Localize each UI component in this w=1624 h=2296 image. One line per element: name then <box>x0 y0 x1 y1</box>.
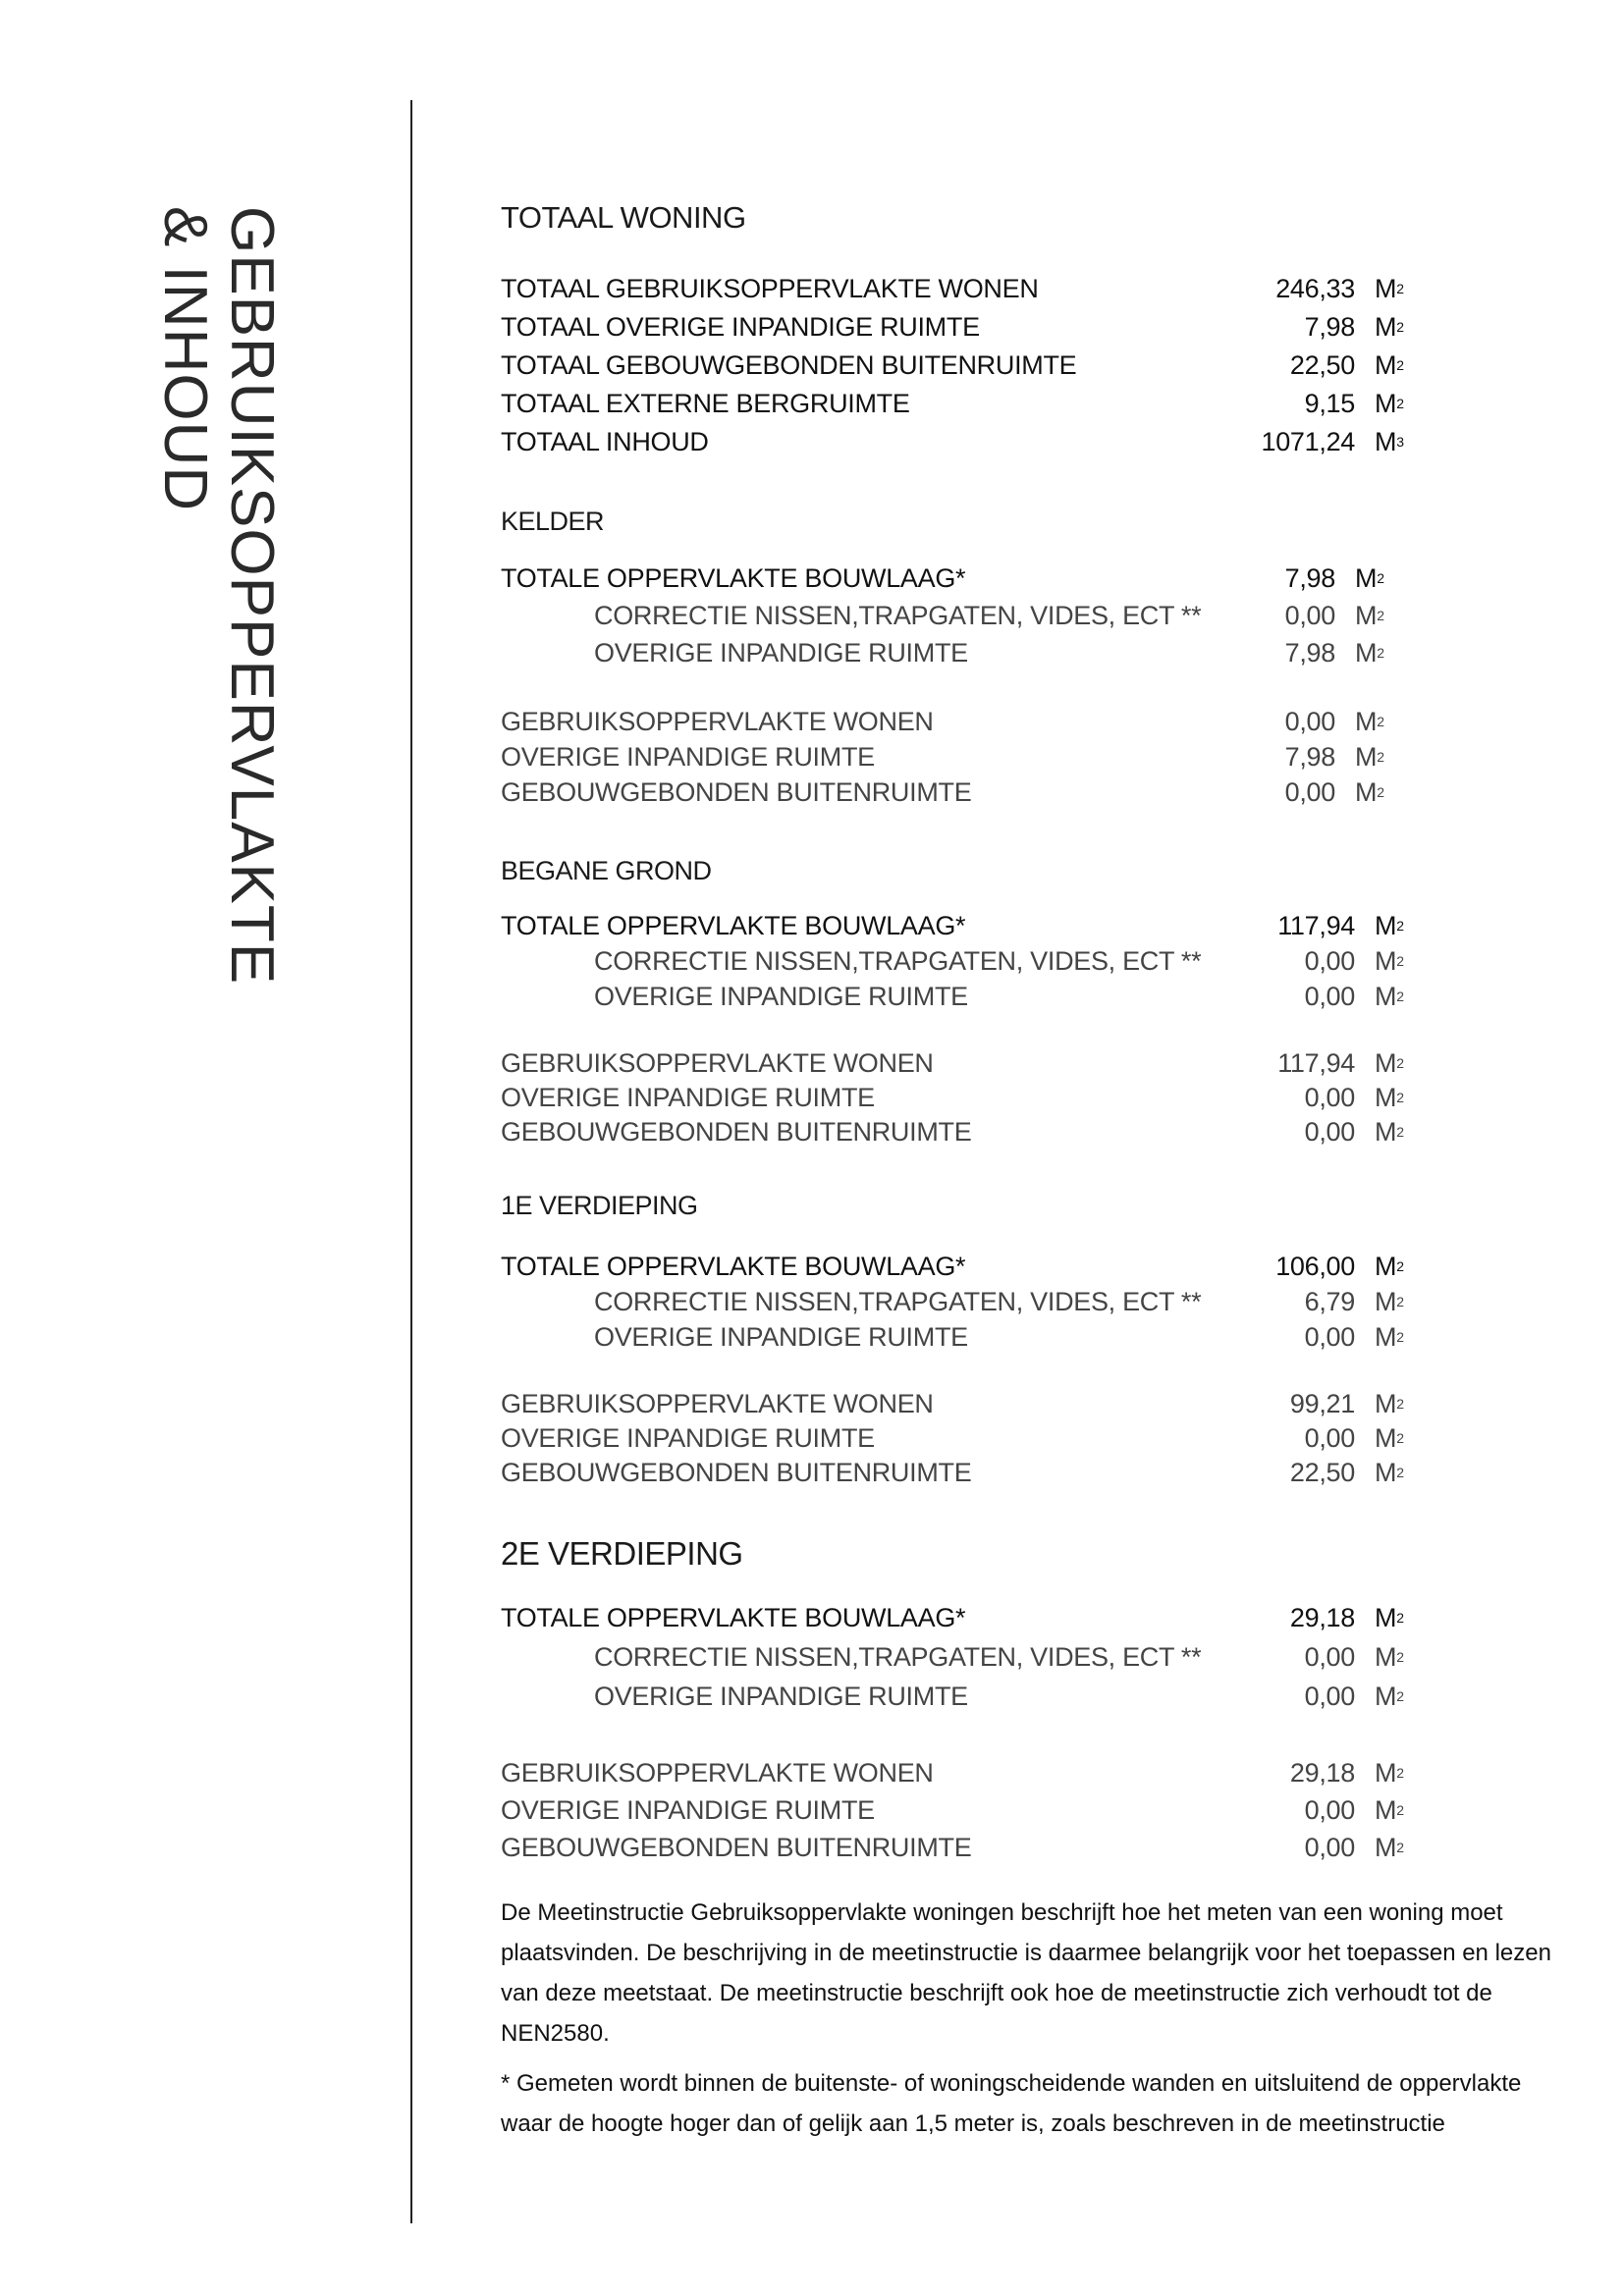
table-row <box>501 1249 1571 1284</box>
row-unit: $M^2$ <box>1375 1389 1404 1418</box>
table-row <box>501 1679 1571 1718</box>
row-value: 0,00 <box>1304 1423 1355 1453</box>
table-row <box>501 943 1571 979</box>
row-value: 0,00 <box>1304 1833 1355 1862</box>
note-meetinstructie: De Meetinstructie Gebruiksoppervlakte woningen beschrijft hoe het meten van een woning moet plaatsvinden. De beschrijving in de meetinstructie is daarmee belangrijk voor het toepassen en lezen van deze meetstaat. De meetinstructie beschrijft ook hoe de meetinstructie zich verhoudt tot de NEN2580. <box>501 1899 1551 2047</box>
table-row <box>501 979 1571 1014</box>
table-row <box>501 1080 1571 1114</box>
row-value: 117,94 <box>1277 911 1355 940</box>
row-label: CORRECTIE NISSEN,TRAPGATEN, VIDES, ECT ** <box>594 1287 1202 1316</box>
row-label: TOTALE OPPERVLAKTE BOUWLAAG* <box>501 563 966 593</box>
row-label: OVERIGE INPANDIGE RUIMTE <box>501 742 875 772</box>
row-value: 22,50 <box>1289 350 1355 380</box>
row-unit: $M^2$ <box>1355 707 1384 736</box>
row-value: 0,00 <box>1304 1322 1355 1352</box>
section-heading-totaal: TOTAAL WONING <box>501 200 746 235</box>
table-row <box>501 347 1571 386</box>
row-value: 7,98 <box>1304 312 1355 342</box>
row-label: OVERIGE INPANDIGE RUIMTE <box>594 1322 968 1352</box>
row-unit: $M^3$ <box>1375 427 1404 456</box>
table-row <box>501 424 1571 462</box>
row-unit: $M^2$ <box>1375 946 1404 976</box>
row-label: OVERIGE INPANDIGE RUIMTE <box>501 1795 875 1825</box>
table-row <box>501 1639 1571 1679</box>
row-value: 0,00 <box>1304 1795 1355 1825</box>
side-title-line1: GEBRUIKSOPPERVLAKTE <box>218 206 286 986</box>
row-label: GEBRUIKSOPPERVLAKTE WONEN <box>501 1048 934 1078</box>
row-label: OVERIGE INPANDIGE RUIMTE <box>501 1423 875 1453</box>
2e-verdieping-table <box>501 1600 1571 1867</box>
table-row <box>501 635 1571 672</box>
row-unit: $M^2$ <box>1375 1458 1404 1487</box>
row-value: 29,18 <box>1289 1758 1355 1788</box>
row-value: 246,33 <box>1275 274 1355 303</box>
table-row <box>501 1420 1571 1455</box>
totaal-table <box>501 271 1571 462</box>
row-unit: $M^2$ <box>1375 1252 1404 1281</box>
row-unit: $M^2$ <box>1355 563 1384 593</box>
row-value: 22,50 <box>1289 1458 1355 1487</box>
section-heading-begane-grond: BEGANE GROND <box>501 856 712 885</box>
row-unit: $M^2$ <box>1375 1117 1404 1147</box>
table-row <box>501 1455 1571 1489</box>
row-value: 0,00 <box>1284 601 1335 630</box>
table-row <box>501 1319 1571 1355</box>
row-unit: $M^2$ <box>1375 1642 1404 1672</box>
row-unit: $M^2$ <box>1375 1795 1404 1825</box>
row-label: GEBOUWGEBONDEN BUITENRUIMTE <box>501 777 972 807</box>
table-row <box>501 1114 1571 1148</box>
row-unit: $M^2$ <box>1375 1423 1404 1453</box>
row-label: CORRECTIE NISSEN,TRAPGATEN, VIDES, ECT ** <box>594 946 1202 976</box>
row-label: OVERIGE INPANDIGE RUIMTE <box>594 638 968 667</box>
kelder-table <box>501 561 1571 810</box>
section-heading-kelder: KELDER <box>501 507 605 536</box>
table-row <box>501 386 1571 424</box>
row-value: 9,15 <box>1304 389 1355 418</box>
row-value: 0,00 <box>1284 777 1335 807</box>
row-label: CORRECTIE NISSEN,TRAPGATEN, VIDES, ECT ** <box>594 601 1202 630</box>
row-label: GEBRUIKSOPPERVLAKTE WONEN <box>501 1758 934 1788</box>
row-value: 7,98 <box>1284 638 1335 667</box>
table-row <box>501 1792 1571 1830</box>
row-value: 0,00 <box>1304 1682 1355 1711</box>
row-unit: $M^2$ <box>1355 742 1384 772</box>
row-value: 0,00 <box>1304 1642 1355 1672</box>
1e-verdieping-table <box>501 1249 1571 1489</box>
row-unit: $M^2$ <box>1375 1603 1404 1632</box>
row-unit: $M^2$ <box>1355 638 1384 667</box>
table-row <box>501 309 1571 347</box>
table-row <box>501 739 1571 774</box>
row-label: TOTALE OPPERVLAKTE BOUWLAAG* <box>501 1252 966 1281</box>
table-row <box>501 1045 1571 1080</box>
row-label: OVERIGE INPANDIGE RUIMTE <box>501 1083 875 1112</box>
row-value: 106,00 <box>1275 1252 1355 1281</box>
row-unit: $M^2$ <box>1355 777 1384 807</box>
row-unit: $M^2$ <box>1375 274 1404 303</box>
row-unit: $M^2$ <box>1375 1048 1404 1078</box>
row-value: 117,94 <box>1277 1048 1355 1078</box>
row-unit: $M^2$ <box>1375 911 1404 940</box>
row-value: 29,18 <box>1289 1603 1355 1632</box>
table-row <box>501 1600 1571 1639</box>
row-label: CORRECTIE NISSEN,TRAPGATEN, VIDES, ECT ** <box>594 1642 1202 1672</box>
side-title-line2: & INHOUD <box>151 206 219 512</box>
table-row <box>501 1386 1571 1420</box>
row-value: 7,98 <box>1284 563 1335 593</box>
row-label: TOTAAL OVERIGE INPANDIGE RUIMTE <box>501 312 980 342</box>
row-unit: $M^2$ <box>1375 1682 1404 1711</box>
row-unit: $M^2$ <box>1375 1287 1404 1316</box>
table-row <box>501 908 1571 943</box>
table-row <box>501 704 1571 739</box>
begane-grond-table <box>501 908 1571 1148</box>
note-gemeten: * Gemeten wordt binnen de buitenste- of woningscheidende wanden en uitsluitend de oppervlakte waar de hoogte hoger dan of gelijk aan 1,5 meter is, zoals beschreven in de meetinstructie <box>501 2070 1522 2137</box>
row-label: OVERIGE INPANDIGE RUIMTE <box>594 982 968 1011</box>
row-value: 7,98 <box>1284 742 1335 772</box>
row-unit: $M^2$ <box>1375 312 1404 342</box>
row-unit: $M^2$ <box>1375 982 1404 1011</box>
row-label: TOTAAL GEBRUIKSOPPERVLAKTE WONEN <box>501 274 1039 303</box>
table-row <box>501 598 1571 635</box>
row-value: 0,00 <box>1304 946 1355 976</box>
row-label: OVERIGE INPANDIGE RUIMTE <box>594 1682 968 1711</box>
row-unit: $M^2$ <box>1375 350 1404 380</box>
table-row <box>501 774 1571 810</box>
table-row <box>501 561 1571 598</box>
row-value: 0,00 <box>1304 1117 1355 1147</box>
table-row <box>501 1830 1571 1867</box>
row-value: 1071,24 <box>1261 427 1355 456</box>
row-unit: $M^2$ <box>1355 601 1384 630</box>
row-unit: $M^2$ <box>1375 1833 1404 1862</box>
row-value: 0,00 <box>1304 982 1355 1011</box>
row-unit: $M^2$ <box>1375 389 1404 418</box>
vertical-divider <box>410 100 412 2223</box>
row-label: GEBOUWGEBONDEN BUITENRUIMTE <box>501 1117 972 1147</box>
content <box>501 192 1571 2144</box>
section-heading-2e-verdieping: 2E VERDIEPING <box>501 1535 743 1572</box>
row-label: GEBOUWGEBONDEN BUITENRUIMTE <box>501 1458 972 1487</box>
section-heading-1e-verdieping: 1E VERDIEPING <box>501 1191 698 1220</box>
row-label: GEBOUWGEBONDEN BUITENRUIMTE <box>501 1833 972 1862</box>
row-label: TOTALE OPPERVLAKTE BOUWLAAG* <box>501 911 966 940</box>
row-label: TOTAAL INHOUD <box>501 427 709 456</box>
row-unit: $M^2$ <box>1375 1322 1404 1352</box>
row-label: TOTAAL GEBOUWGEBONDEN BUITENRUIMTE <box>501 350 1077 380</box>
row-label: GEBRUIKSOPPERVLAKTE WONEN <box>501 1389 934 1418</box>
row-unit: $M^2$ <box>1375 1083 1404 1112</box>
row-unit: $M^2$ <box>1375 1758 1404 1788</box>
row-value: 6,79 <box>1304 1287 1355 1316</box>
side-title <box>137 206 285 1188</box>
row-value: 0,00 <box>1304 1083 1355 1112</box>
row-label: TOTAAL EXTERNE BERGRUIMTE <box>501 389 910 418</box>
row-value: 99,21 <box>1289 1389 1355 1418</box>
row-value: 0,00 <box>1284 707 1335 736</box>
row-label: GEBRUIKSOPPERVLAKTE WONEN <box>501 707 934 736</box>
table-row <box>501 1755 1571 1792</box>
table-row <box>501 271 1571 309</box>
table-row <box>501 1284 1571 1319</box>
row-label: TOTALE OPPERVLAKTE BOUWLAAG* <box>501 1603 966 1632</box>
